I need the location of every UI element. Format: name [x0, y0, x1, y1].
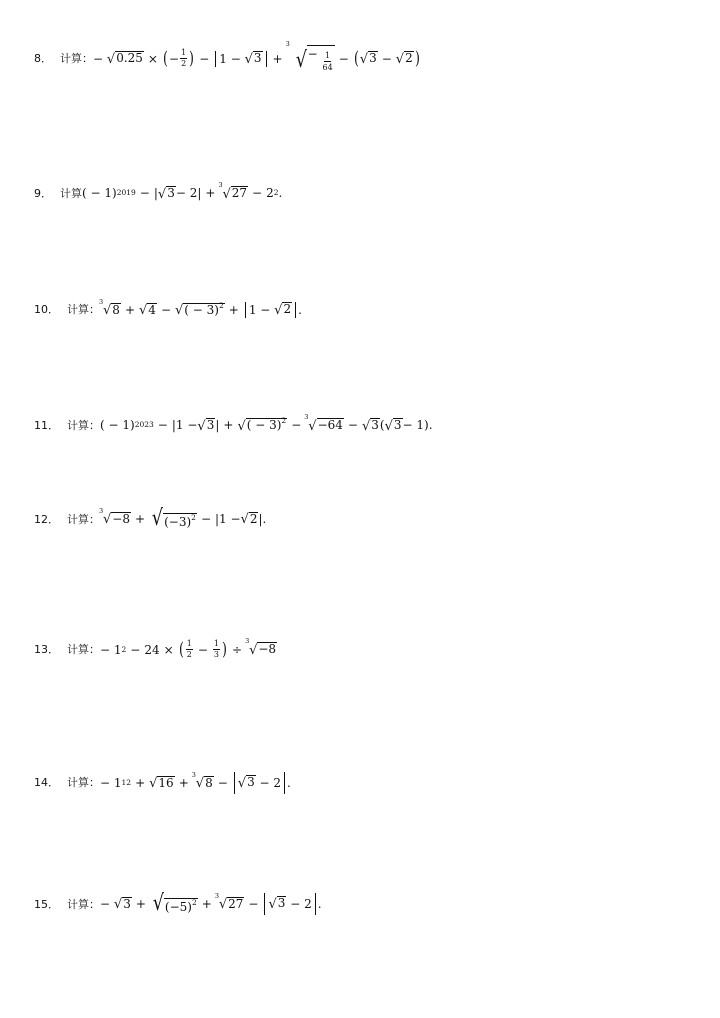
square-root: √ 3: [384, 418, 402, 434]
cube-root: 3 √ −8: [99, 506, 130, 528]
problem-15: [34, 893, 322, 915]
minus-sign: −: [139, 186, 150, 201]
minus-sign: −: [100, 897, 111, 911]
plus-sign: +: [124, 302, 135, 317]
plus-sign: +: [135, 512, 146, 526]
absolute-value: √ 3 − 2: [234, 772, 285, 794]
minus-sign: −: [338, 51, 349, 66]
problem-label: 计算：: [67, 512, 100, 526]
minus-sign: −: [93, 51, 104, 66]
problem-9: [34, 181, 283, 202]
square-root: √ 2: [395, 51, 413, 68]
plus-sign: +: [272, 51, 283, 66]
problem-number: 11．: [34, 418, 59, 432]
cube-root: 3 √ 8: [191, 770, 213, 792]
math-expression: − √ 3 + √ $(-5)^2$ + 3 √ 27 − √ 3 − 2 .: [100, 891, 322, 916]
problem-label: 计算：: [67, 897, 100, 911]
square-root: √ 3: [237, 775, 255, 791]
square-root: √ 0.25: [106, 51, 143, 68]
minus-sign: −: [217, 775, 228, 790]
problem-number: 14．: [34, 776, 59, 790]
problem-label: 计算：: [67, 776, 100, 790]
problem-14: [34, 772, 291, 794]
divide-sign: ÷: [232, 642, 243, 657]
problem-13: [34, 637, 277, 660]
problem-11: [34, 413, 433, 434]
right-paren: ): [189, 47, 195, 69]
exponent: 2: [281, 416, 287, 425]
math-expression: 3 √ −8 + √ $(-3)^2$ − |1 − √ 2 |.: [99, 506, 267, 531]
cube-root: 3 √ −8: [245, 637, 277, 658]
minus-sign: −: [197, 642, 208, 657]
square-root: √ 2: [240, 511, 258, 528]
minus-sign: −: [130, 642, 141, 657]
absolute-value: √ 3 − 2: [264, 893, 315, 915]
problem-number: 9．: [34, 186, 52, 200]
problem-number: 15．: [34, 897, 59, 911]
square-root: √ 3: [268, 896, 286, 912]
minus-sign: −: [252, 186, 263, 201]
absolute-value: 1 − √ 2: [245, 302, 296, 318]
left-paren: (: [353, 47, 359, 69]
left-paren: (: [163, 47, 168, 69]
plus-sign: +: [135, 775, 146, 790]
square-root: √ 2: [274, 302, 292, 318]
square-root: √ ( − 3)$^2$: [237, 416, 287, 434]
plus-sign: +: [205, 186, 216, 201]
plus-sign: +: [201, 897, 212, 911]
math-expression: 3 √ 8 + √ 4 − √ ( − 3)$^2$ + 1 − √ 2 .: [99, 297, 302, 319]
square-root: √ 4: [139, 302, 156, 319]
plus-sign: +: [178, 775, 189, 790]
math-expression: [93, 40, 421, 74]
exponent: 2: [218, 300, 224, 310]
square-root: √ 3: [157, 186, 175, 202]
square-root: √ 3: [197, 418, 215, 434]
math-expression: − 1 2 − 24 × ( $\frac{1}{2}$ − $\frac{1}{3}$ ) ÷ 3 √ −8: [100, 637, 277, 660]
exponent: 2: [191, 898, 197, 908]
right-paren: ): [414, 47, 420, 69]
cube-root: 3 √ 8: [99, 297, 120, 319]
minus-sign: −: [381, 51, 392, 66]
minus-sign: −: [199, 51, 210, 66]
left-paren: (: [178, 638, 184, 660]
problem-number: 12．: [34, 512, 59, 526]
square-root: √ 16: [149, 775, 174, 792]
minus-sign: −: [157, 418, 168, 433]
times-sign: ×: [147, 51, 158, 66]
problem-12: [34, 508, 266, 530]
square-root: √ ( − 3)$^2$: [175, 300, 224, 319]
square-root: √ 3: [359, 51, 377, 68]
minus-sign: −: [160, 302, 171, 317]
problem-number: 8．: [34, 52, 52, 66]
problem-number: 13．: [34, 643, 59, 656]
square-root: √ 3: [361, 418, 379, 434]
cube-root: 3 √ − $\frac{1}{64}$: [285, 40, 333, 74]
cube-root: 3 √ 27: [214, 891, 244, 913]
minus-sign: −: [248, 897, 259, 911]
minus-sign: −: [291, 418, 302, 433]
fraction: $\frac{1}{2}$: [181, 48, 187, 69]
absolute-value: 1 − √ 3: [215, 51, 266, 67]
math-expression: ( − 1) 2019 − | √ 3 − 2| + 3 √ 27 − 2 2 .: [82, 181, 283, 202]
math-expression: ( − 1) 2023 − |1 − √ 3 | + √ ( − 3)$^2$ − 3 √ −64 − √ 3 ( √ 3 − 1).: [100, 413, 433, 434]
problem-8: [34, 40, 421, 74]
minus-sign: −: [169, 51, 180, 66]
square-root: √ $(-3)^2$: [151, 506, 196, 531]
plus-sign: +: [223, 418, 234, 433]
square-root: √ 3: [113, 896, 131, 913]
fraction: $\frac{1}{3}$: [213, 639, 219, 659]
problem-number: 10．: [34, 303, 59, 317]
right-paren: ): [222, 638, 227, 660]
exponent: 2: [191, 513, 196, 523]
plus-sign: +: [228, 302, 239, 317]
square-root: √ $(-5)^2$: [152, 891, 197, 916]
plus-sign: +: [135, 897, 146, 911]
square-root: √ 3: [244, 50, 262, 67]
problem-label: 计算：: [67, 418, 100, 432]
minus-sign: −: [200, 512, 211, 526]
problem-label: 计算：: [67, 303, 100, 317]
problem-10: [34, 297, 302, 319]
fraction: $\frac{1}{2}$: [186, 639, 192, 659]
problem-label: 计算: [60, 186, 82, 200]
fraction: $\frac{1}{64}$: [322, 51, 333, 73]
problem-label: 计算：: [60, 52, 93, 66]
cube-root: 3 √ 27: [218, 181, 248, 202]
times-sign: ×: [163, 642, 174, 657]
math-expression: − 1 12 + √ 16 + 3 √ 8 − √ 3 − 2 .: [100, 772, 291, 794]
problem-label: 计算：: [67, 643, 100, 656]
minus-sign: −: [347, 418, 358, 433]
cube-root: 3 √ −64: [304, 413, 343, 434]
